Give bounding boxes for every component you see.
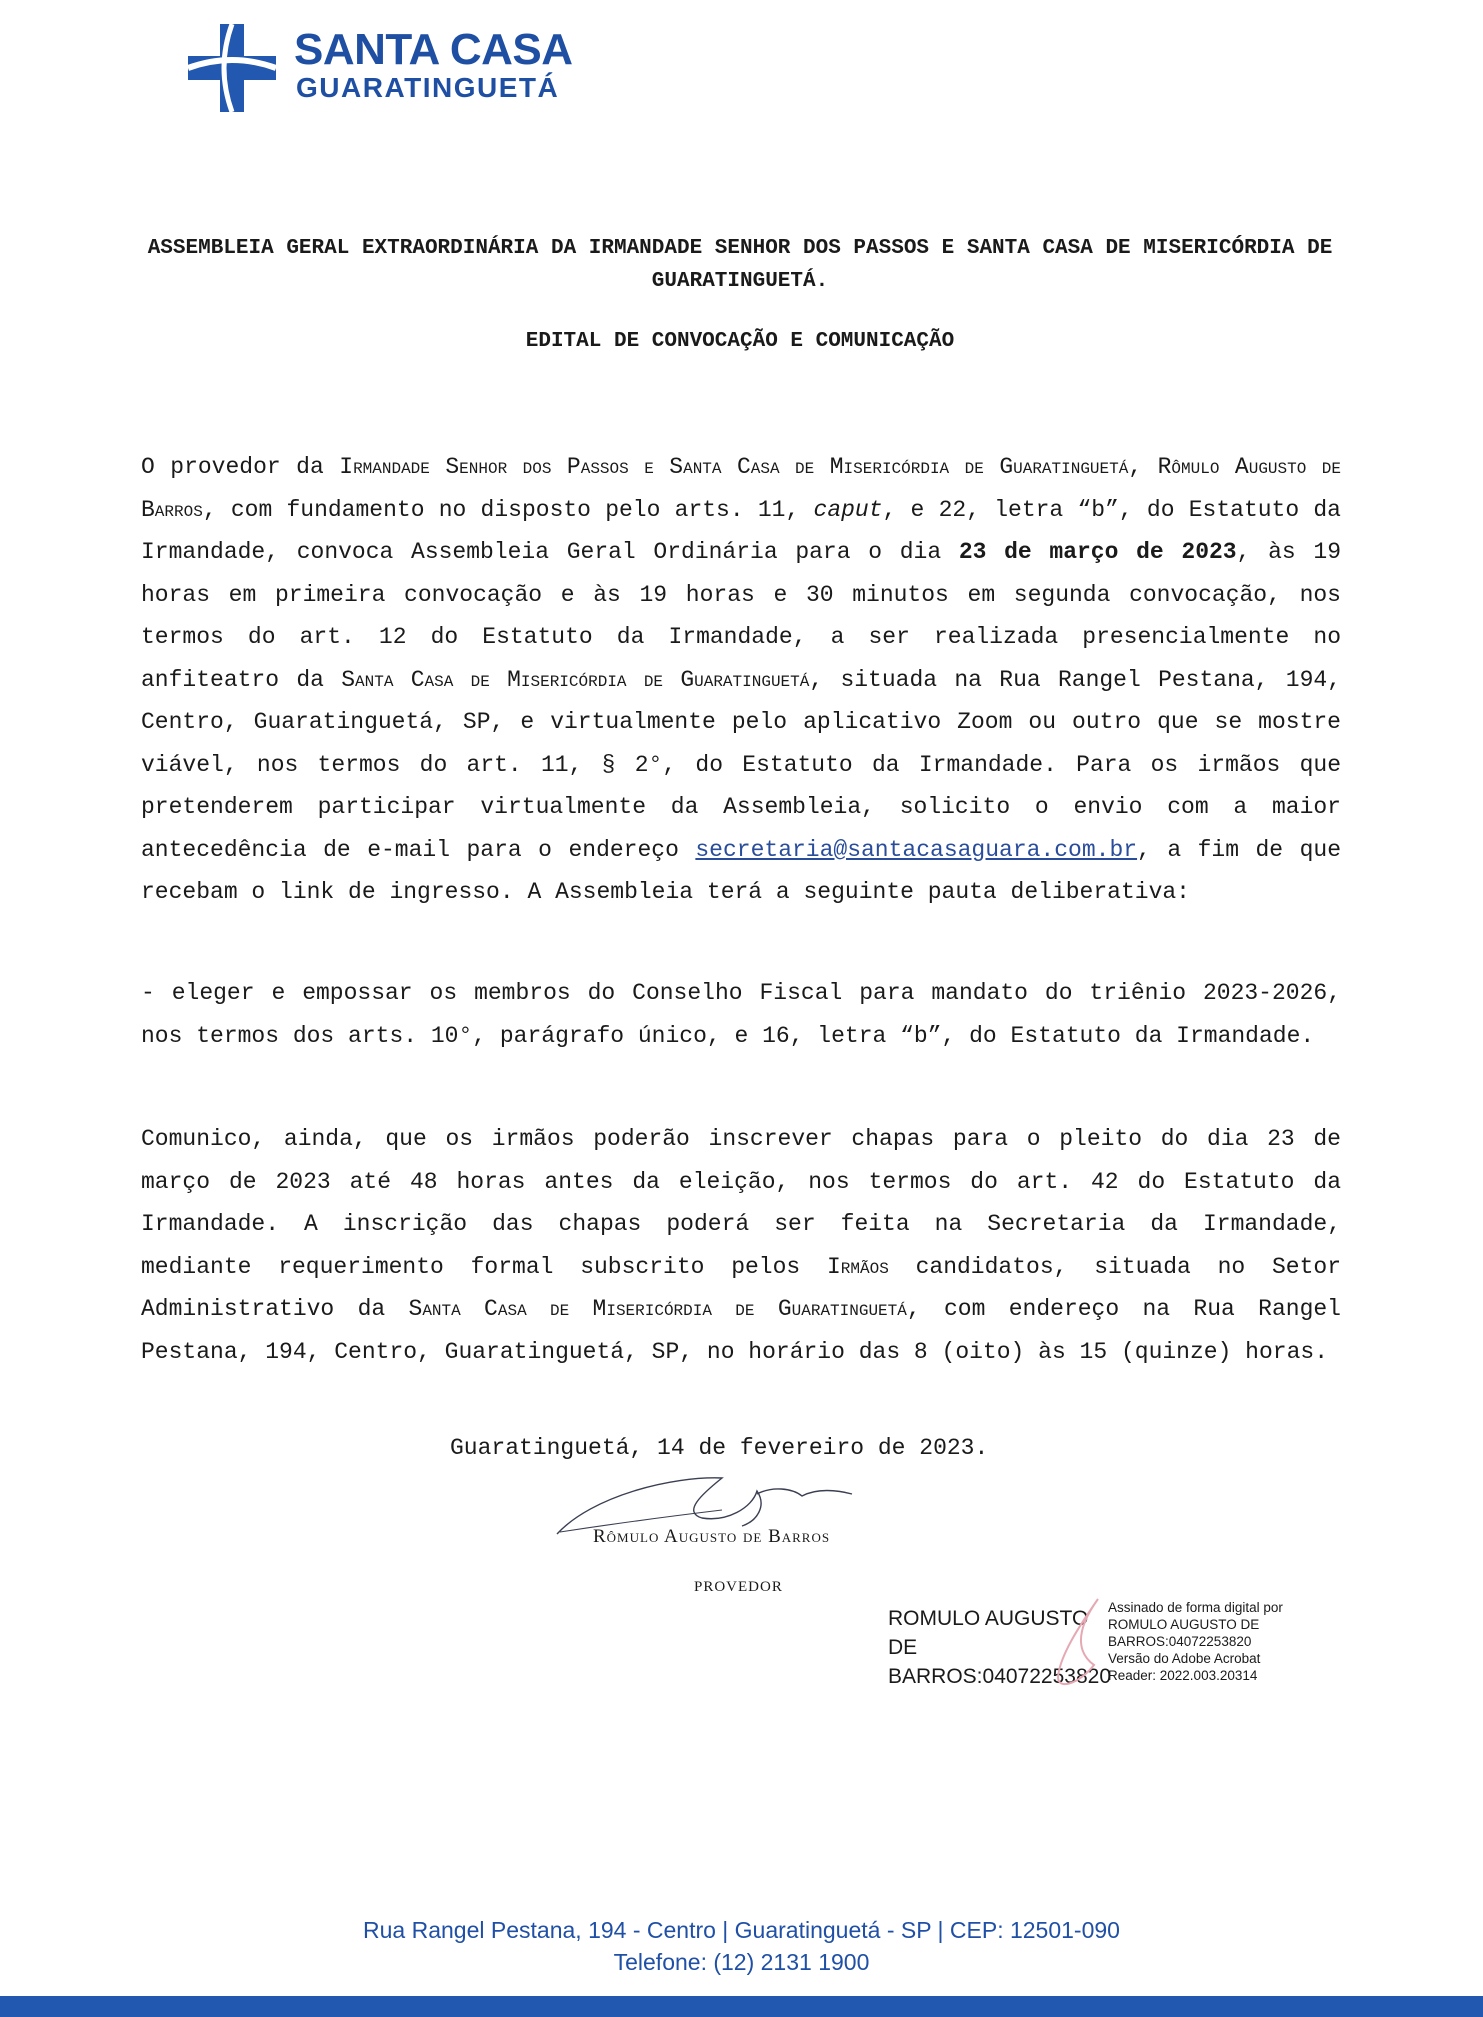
document-subtitle: EDITAL DE CONVOCAÇÃO E COMUNICAÇÃO	[525, 330, 955, 353]
footer-address: Rua Rangel Pestana, 194 - Centro | Guaratinguetá - SP | CEP: 12501-090	[363, 1917, 1120, 1943]
digital-signature-detail: BARROS:04072253820	[1108, 1634, 1252, 1649]
text-segment: ,	[1128, 454, 1158, 480]
text-segment: candidatos, situada no Setor Administrativo da	[141, 1253, 1341, 1322]
footer-phone: Telefone: (12) 2131 1900	[613, 1949, 870, 1975]
institution-name: Santa Casa de Misericórdia de Guaratinguetá	[408, 1296, 907, 1322]
cross-logo-icon	[186, 22, 278, 114]
adobe-signature-icon	[1050, 1595, 1106, 1693]
footer-bar	[0, 1996, 1483, 2017]
institution-name: Santa Casa de Misericórdia de Guaratinguetá	[341, 666, 810, 693]
text-segment: O provedor da	[141, 454, 340, 480]
meeting-date: 23 de março de 2023	[958, 539, 1237, 565]
agenda-item	[141, 972, 1341, 1057]
signer-name: Rômulo Augusto de Barros	[593, 1526, 831, 1547]
digital-signature-line: BARROS:04072253820	[888, 1665, 1111, 1688]
digital-signature-detail: ROMULO AUGUSTO DE	[1108, 1617, 1260, 1632]
caput-term: caput	[813, 496, 883, 523]
digital-signature-detail: Versão do Adobe Acrobat	[1108, 1651, 1261, 1666]
digital-signature-line: ROMULO AUGUSTO	[888, 1607, 1089, 1630]
text-segment: , e 22, letra “b”, do Estatuto da Irmandade, convoca Assembleia Geral Ordinária para o dia	[141, 496, 1341, 565]
logo-city: GUARATINGUETÁ	[296, 72, 560, 103]
text-segment: Irmãos	[827, 1253, 889, 1280]
santa-casa-logo	[186, 22, 586, 118]
digital-signature-detail: Assinado de forma digital por	[1108, 1600, 1283, 1615]
logo-name: SANTA CASA	[294, 25, 573, 74]
digital-signature-details	[1108, 1599, 1328, 1684]
digital-signature-detail: Reader: 2022.003.20314	[1108, 1668, 1258, 1683]
institution-name: Irmandade Senhor dos Passos e Santa Casa de Misericórdia de Guaratinguetá	[339, 454, 1129, 480]
text-segment: , com endereço na Rua Rangel Pestana, 194, Centro, Guaratinguetá, SP, no horário das 8 (oito) às 15 (quinze) horas.	[141, 1296, 1341, 1365]
email-link[interactable]: secretaria@santacasaguara.com.br	[695, 836, 1138, 863]
agenda-text: - eleger e empossar os membros do Conselho Fiscal para mandato do triênio 2023-2026, nos termos dos arts. 10°, parágrafo único, e 16, letra “b”, do Estatuto da Irmandade.	[141, 980, 1341, 1049]
convocation-paragraph	[141, 446, 1341, 914]
text-segment: , com fundamento no disposto pelo arts. 11,	[202, 496, 814, 523]
digital-signature-line: DE	[888, 1636, 918, 1659]
text-segment: , situada na Rua Rangel Pestana, 194, Centro, Guaratinguetá, SP, e virtualmente pelo aplicativo Zoom ou outro que se mostre viável, nos termos do art. 11, § 2°, do Estatuto da Irmandade. Para os irmãos que pretenderem participar virtualmente da Assembleia, solicito o envio com a maior antecedência de e-mail para o endereço	[141, 666, 1341, 863]
signer-role: PROVEDOR	[694, 1579, 783, 1595]
text-segment: , a fim de que recebam o link de ingresso. A Assembleia terá a seguinte pauta deliberativa:	[141, 836, 1341, 905]
text-segment: Comunico, ainda, que os irmãos poderão inscrever chapas para o pleito do dia 23 de março de 2023 até 48 horas antes da eleição, nos termos do art. 42 do Estatuto da Irmandade. A inscrição das chapas poderá ser feita na Secretaria da Irmandade, mediante requerimento formal subscrito pelos	[141, 1126, 1341, 1280]
communication-paragraph	[141, 1118, 1341, 1373]
document-title: ASSEMBLEIA GERAL EXTRAORDINÁRIA DA IRMANDADE SENHOR DOS PASSOS E SANTA CASA DE MISERICÓRDIA DE GUARATINGUETÁ.	[147, 237, 1333, 293]
text-segment: , às 19 horas em primeira convocação e às 19 horas e 30 minutos em segunda convocação, nos termos do art. 12 do Estatuto da Irmandade, a ser realizada presencialmente no anfiteatro da	[141, 539, 1341, 693]
document-date: Guaratinguetá, 14 de fevereiro de 2023.	[450, 1435, 989, 1461]
provedor-name: Rômulo Augusto de Barros	[141, 454, 1342, 523]
